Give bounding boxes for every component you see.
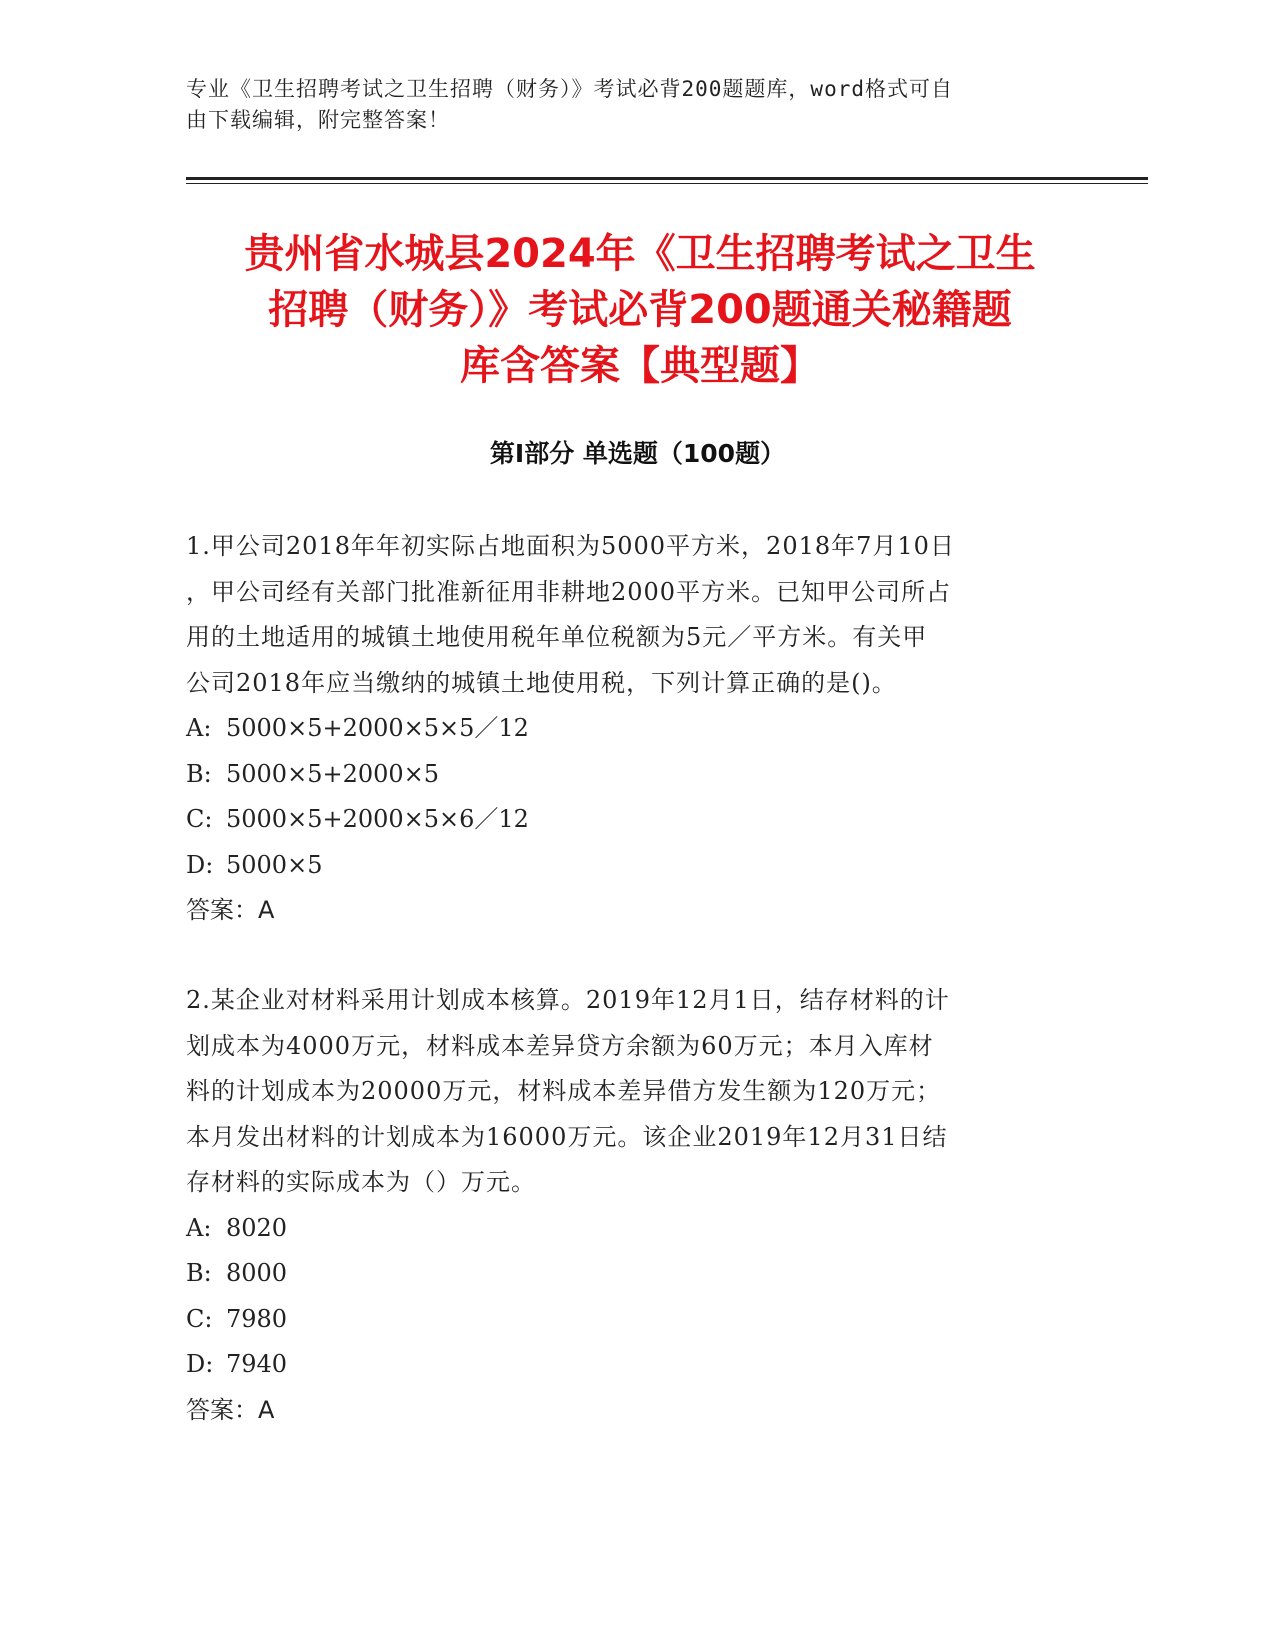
- header-note-line-1: 专业《卫生招聘考试之卫生招聘（财务）》考试必背200题题库，word格式可自: [186, 77, 953, 101]
- option-b: [186, 1251, 1086, 1297]
- question-stem-line: ，甲公司经有关部门批准新征用非耕地2000平方米。已知甲公司所占: [186, 577, 952, 606]
- option-text: 8000: [226, 1259, 288, 1287]
- question-stem-line: 公司2018年应当缴纳的城镇土地使用税，下列计算正确的是()。: [186, 668, 897, 697]
- option-a: [186, 1206, 1086, 1252]
- option-text: 7940: [226, 1350, 288, 1378]
- section-title: 第Ⅰ部分 单选题（100题）: [489, 439, 786, 468]
- answer: 答案：A: [186, 1395, 275, 1424]
- question-stem-line: 料的计划成本为20000万元，材料成本差异借方发生额为120万元；: [186, 1077, 942, 1105]
- option-d: [186, 1342, 1086, 1388]
- document-title-line-3: 库含答案【典型题】: [460, 343, 820, 389]
- question-stem-line: 1.甲公司2018年年初实际占地面积为5000平方米，2018年7月10日: [186, 532, 955, 560]
- option-text: 5000×5+2000×5×5／12: [226, 714, 529, 742]
- header-divider-thick: [186, 177, 1148, 180]
- option-a: [186, 706, 1086, 752]
- option-letter: C:: [186, 805, 213, 833]
- option-text: 5000×5: [226, 850, 323, 879]
- option-c: [186, 1297, 1086, 1343]
- question-stem-line: 划成本为4000万元，材料成本差异贷方余额为60万元；本月入库材: [186, 1031, 934, 1060]
- document-title-line-1: 贵州省水城县2024年《卫生招聘考试之卫生: [244, 231, 1036, 277]
- option-b: [186, 752, 1086, 798]
- option-letter: C:: [186, 1304, 213, 1333]
- option-text: 7980: [226, 1304, 288, 1333]
- option-d: [186, 843, 1086, 889]
- option-c: [186, 797, 1086, 843]
- answer: 答案：A: [186, 896, 275, 924]
- option-letter: A:: [186, 1213, 212, 1242]
- document-title-line-2: 招聘（财务）》考试必背200题通关秘籍题: [268, 287, 1012, 333]
- document-title: [160, 226, 1120, 394]
- option-letter: B:: [186, 1259, 212, 1287]
- header-note: [186, 74, 1066, 136]
- header-note-line-2: 由下载编辑，附完整答案！: [186, 108, 450, 132]
- option-letter: D:: [186, 1350, 214, 1378]
- question-1: [186, 524, 1086, 934]
- question-2: [186, 978, 1086, 1433]
- option-letter: A:: [186, 714, 212, 742]
- header-divider-thin: [186, 183, 1148, 184]
- question-stem-line: 本月发出材料的计划成本为16000万元。该企业2019年12月31日结: [186, 1122, 948, 1151]
- option-text: 5000×5+2000×5: [226, 759, 440, 788]
- question-stem-line: 存材料的实际成本为（）万元。: [186, 1168, 536, 1196]
- question-stem-line: 2.某企业对材料采用计划成本核算。2019年12月1日，结存材料的计: [186, 986, 950, 1014]
- option-text: 8020: [226, 1213, 288, 1242]
- option-letter: B:: [186, 759, 212, 788]
- option-text: 5000×5+2000×5×6／12: [226, 805, 529, 833]
- option-letter: D:: [186, 850, 214, 879]
- question-stem-line: 用的土地适用的城镇土地使用税年单位税额为5元／平方米。有关甲: [186, 623, 928, 651]
